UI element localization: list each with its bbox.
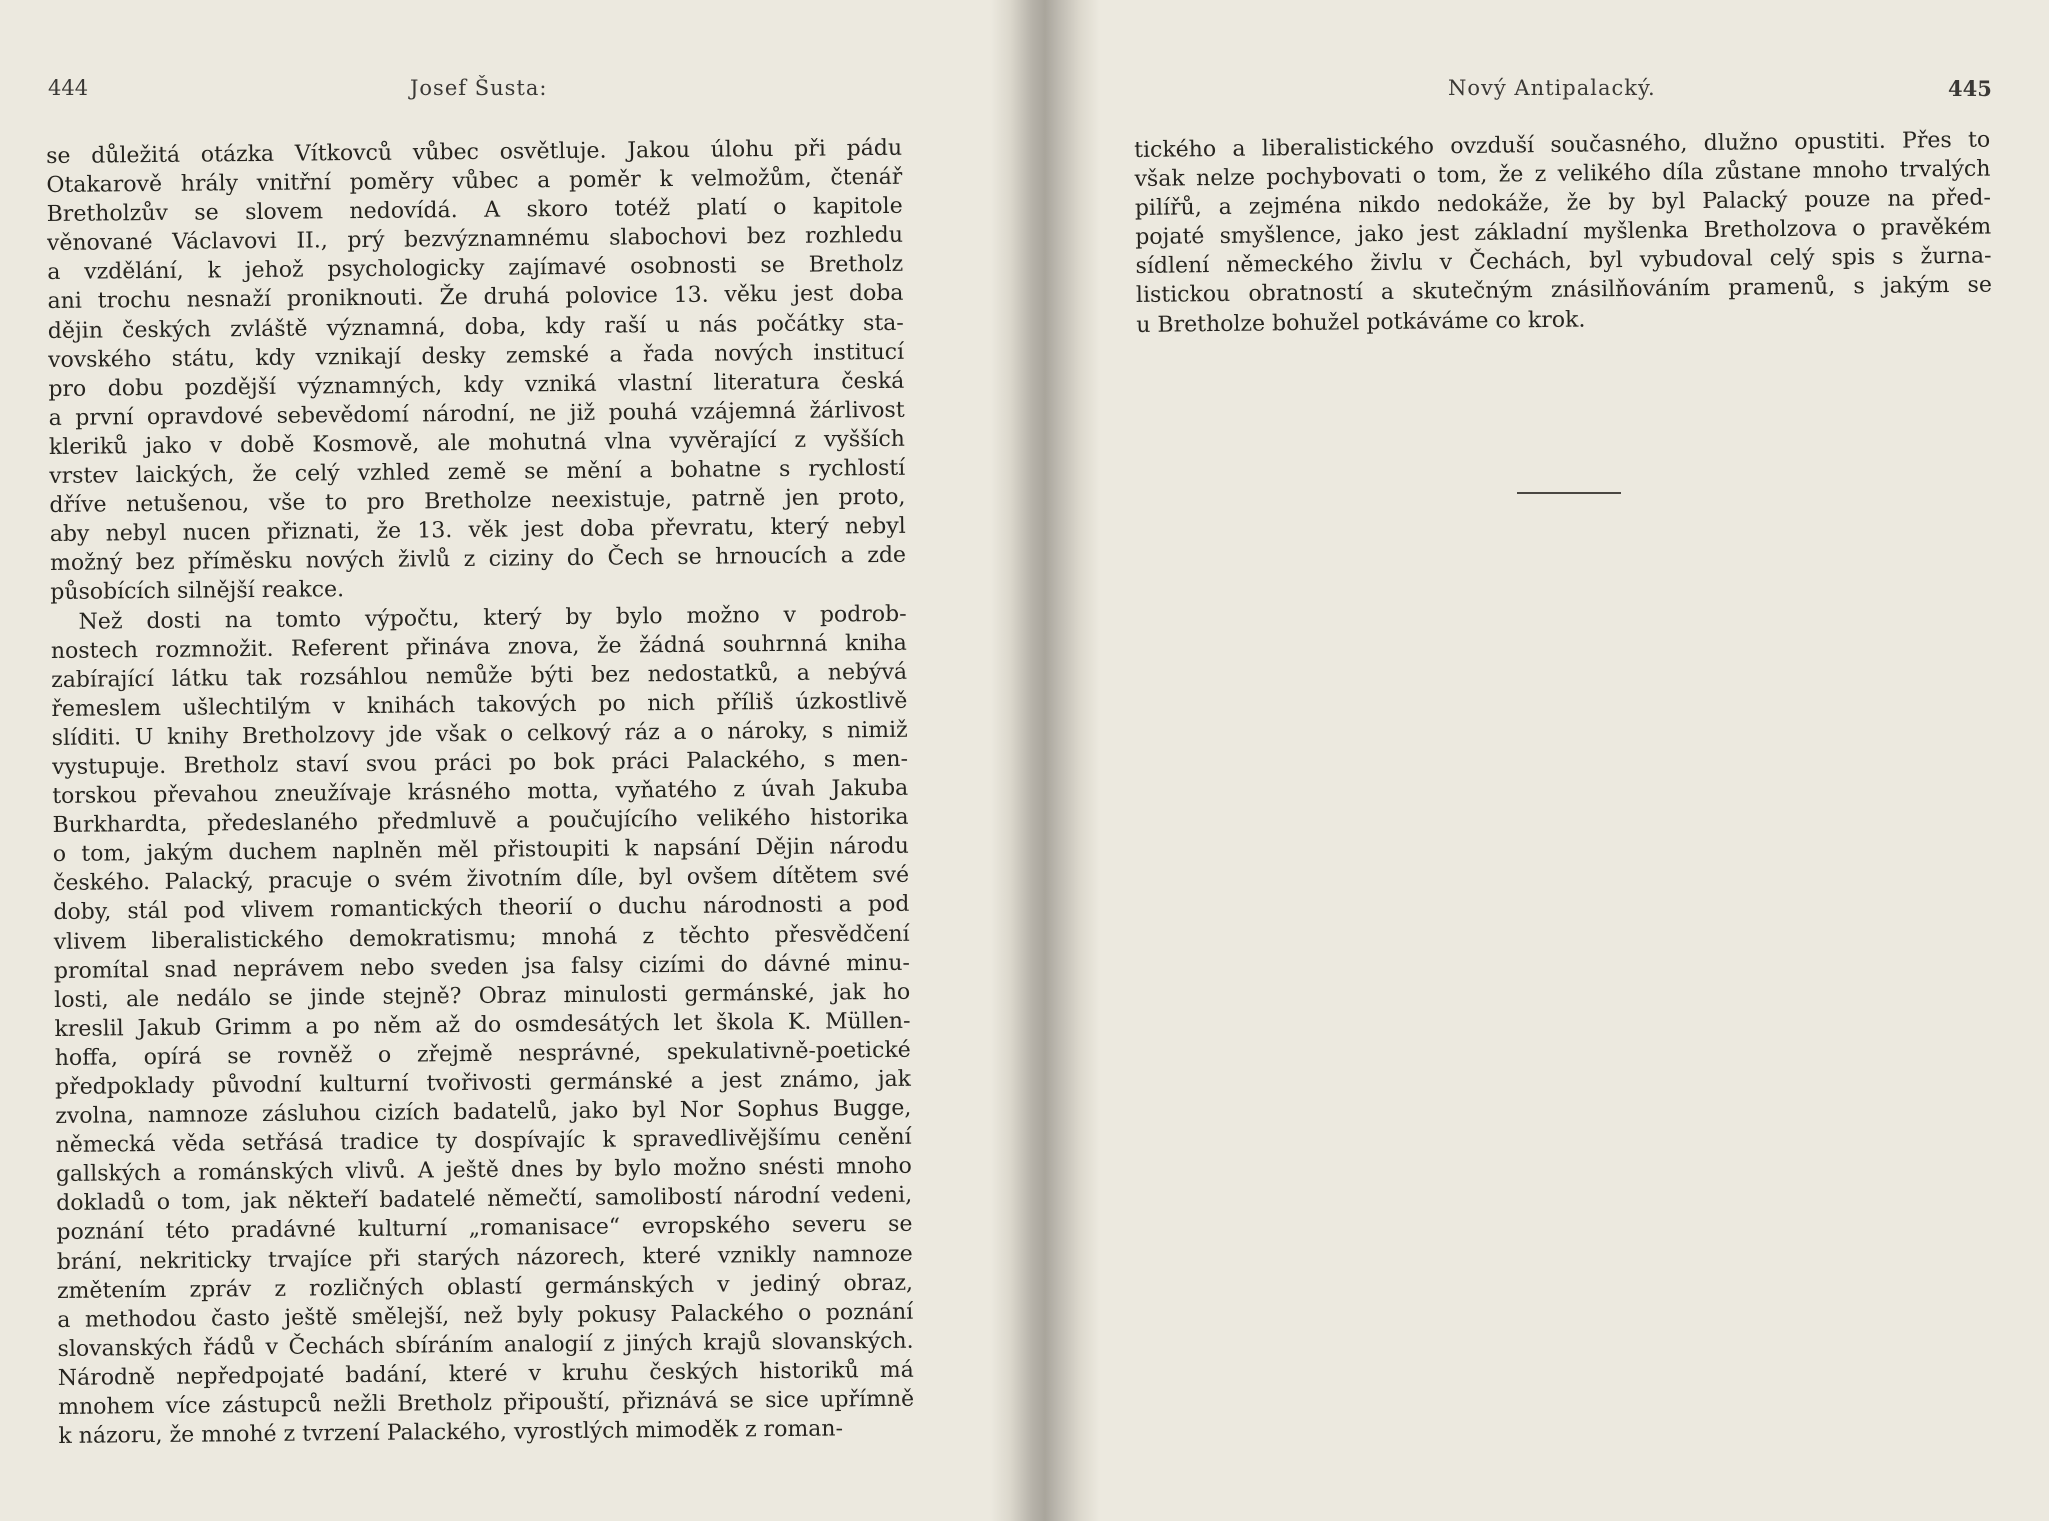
text-line: ani trochu nesnaží proniknouti. Že druhá polovice 13. věku jest doba: [47, 281, 904, 315]
right-running-head: Nový Antipalacký.: [1448, 76, 1656, 100]
text-line: u Bretholze bohužel potkáváme co krok.: [1136, 307, 1586, 338]
text-line: Burkhardta, předeslaného předmluvě a poučujícího velikého historika: [52, 804, 909, 839]
text-line: poznání této pradávné kulturní „romanisace“ evropského severu se: [56, 1212, 913, 1246]
text-line: se důležitá otázka Vítkovců vůbec osvětluje. Jakou úlohu při pádu: [46, 135, 903, 169]
text-line: zabírající látku tak rozsáhlou nemůže býti bez nedostatků, a nebývá: [51, 659, 908, 693]
text-line: a methodou často ještě smělejší, než byly pokusy Palackého o poznání: [57, 1299, 914, 1333]
left-page-number: 444: [48, 76, 89, 100]
text-line: gallských a románských vlivů. A ještě dnes by bylo možno snésti mnoho: [55, 1154, 912, 1188]
text-line: možný bez příměsku nových živlů z ciziny do Čech se hrnoucích a zde: [49, 543, 907, 577]
text-line: Národně nepředpojaté badání, které v kruhu českých historiků má: [57, 1357, 914, 1391]
text-line: vlivem liberalistického demokratismu; mnohá z těchto přesvědčení: [53, 921, 910, 955]
text-line: vovského státu, kdy vznikají desky zemské a řada nových institucí: [47, 339, 905, 373]
text-line: dříve netušenou, vše to pro Bretholze neexistuje, patrně jen proto,: [49, 484, 906, 519]
section-end-rule: [1517, 492, 1621, 494]
text-line: pojaté smyšlence, jako jest základní myšlenka Bretholzova o pravěkém: [1135, 214, 1992, 251]
text-line: tického a liberalistického ovzduší současného, dlužno opustiti. Přes to: [1134, 127, 1991, 163]
text-line: vrstev laických, že celý vzhled země se mění a bohatne s rychlostí: [49, 455, 906, 490]
text-line: věnované Václavovi II., prý bezvýznamnému slabochovi bez rozhledu: [46, 223, 904, 257]
text-line: a první opravdové sebevědomí národní, ne již pouhá vzájemná žárlivost: [48, 397, 905, 431]
right-page-number: 445: [1948, 76, 1992, 101]
text-line: dokladů o tom, jak někteří badatelé němečtí, samolibostí národní vedeni,: [56, 1183, 913, 1217]
text-line: zvolna, namnoze zásluhou cizích badatelů, jako byl Nor Sophus Bugge,: [55, 1095, 912, 1130]
text-line: Bretholzův se slovem nedovídá. A skoro totéž platí o kapitole: [46, 193, 903, 228]
text-line: listickou obratností a skutečným znásilňováním pramenů, s jakým se: [1135, 273, 1993, 309]
text-line: však nelze pochybovati o tom, že z velikého díla zůstane mnoho trvalých: [1134, 156, 1991, 193]
text-line: působících silnější reakce.: [50, 577, 345, 606]
book-gutter: [990, 0, 1100, 1521]
text-line: promítal snad neprávem nebo sveden jsa falsy cizími do dávné minu-: [53, 950, 911, 984]
text-line: aby nebyl nucen přiznati, že 13. věk jest doba převratu, který nebyl: [49, 513, 906, 548]
text-line: dějin českých zvláště významná, doba, kdy raší u nás počátky sta-: [47, 310, 904, 344]
text-line: kreslil Jakub Grimm a po něm až do osmdesátých let škola K. Müllen-: [54, 1008, 911, 1042]
text-line: předpoklady původní kulturní tvořivosti germánské a jest známo, jak: [54, 1066, 912, 1100]
text-line: českého. Palacký, pracuje o svém životním díle, byl ovšem dítětem své: [53, 863, 910, 897]
text-line: Než dosti na tomto výpočtu, který by bylo možno v podrob-: [78, 601, 907, 635]
text-line: pro dobu pozdější významných, kdy vzniká vlastní literatura česká: [48, 368, 905, 402]
text-line: vystupuje. Bretholz staví svou práci po bok práci Palackého, s men-: [51, 746, 909, 780]
right-page-body: [1134, 126, 1992, 340]
text-line: sídlení německého živlu v Čechách, byl vybudoval celý spis s žurna-: [1135, 243, 1992, 280]
text-line: hoffa, opírá se rovněž o zřejmě nesprávné, spekulativně-poetické: [54, 1037, 911, 1071]
text-line: a vzdělání, k jehož psychologicky zajímavé osobnosti se Bretholz: [47, 252, 904, 286]
text-line: torskou převahou zneužívaje krásného motta, vyňatého z úvah Jakuba: [52, 775, 909, 810]
text-line: pilířů, a zejména nikdo nedokáže, že by byl Palacký pouze na před-: [1134, 185, 1991, 222]
text-line: slíditi. U knihy Bretholzovy jde však o celkový ráz a o nároky, s nimiž: [51, 717, 908, 751]
text-line: losti, ale nedálo se jinde stejně? Obraz minulosti germánské, jak ho: [54, 979, 911, 1013]
text-line: mnohem více zástupců nežli Bretholz připouští, přiznává se sice upřímně: [58, 1386, 915, 1420]
text-line: o tom, jakým duchem naplněn měl přistoupiti k napsání Dějin národu: [52, 834, 909, 868]
text-line: změtením zpráv z rozličných oblastí germánských v jediný obraz,: [56, 1270, 914, 1304]
text-line: Otakarově hrály vnitřní poměry vůbec a poměr k velmožům, čtenář: [46, 164, 903, 199]
text-line: kleriků jako v době Kosmově, ale mohutná vlna vyvěrající z vyšších: [48, 426, 906, 460]
text-line: k názoru, že mnohé z tvrzení Palackého, vyrostlých mimoděk z roman-: [58, 1416, 844, 1450]
text-line: brání, nekriticky trvajíce při starých názorech, které vznikly namnoze: [56, 1241, 913, 1275]
text-line: nostech rozmnožit. Referent přináva znova, že žádná souhrnná kniha: [50, 630, 907, 664]
left-running-head: Josef Šusta:: [410, 76, 548, 100]
text-line: německá věda setřásá tradice ty dospívajíc k spravedlivějšímu cenění: [55, 1124, 912, 1159]
text-line: slovanských řádů v Čechách sbíráním analogií z jiných krajů slovanských.: [57, 1328, 914, 1362]
text-line: řemeslem ušlechtilým v knihách takových po nich příliš úzkostlivě: [51, 688, 908, 722]
text-line: doby, stál pod vlivem romantických theorií o duchu národnosti a pod: [53, 892, 910, 926]
left-page-body: [46, 134, 915, 1451]
